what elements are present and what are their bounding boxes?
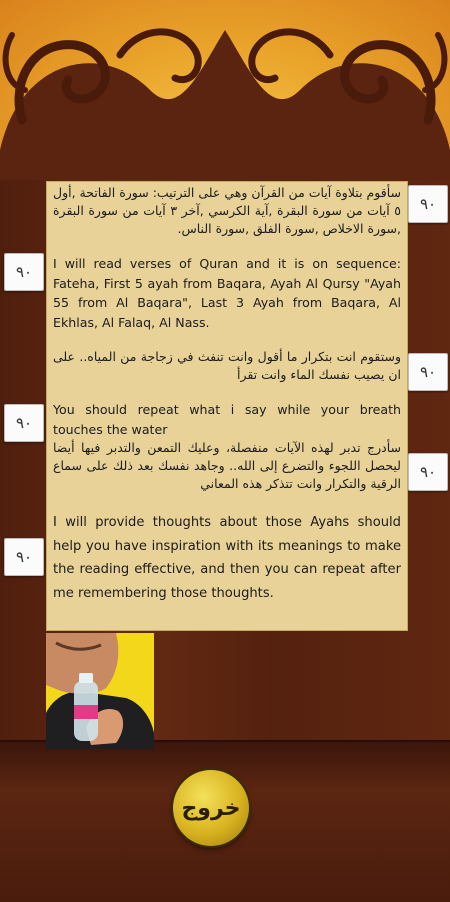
- arabic-paragraph-1: سأقوم بتلاوة آيات من القرآن وهي على الترتيب: سورة الفاتحة ,أول ٥ آيات من سورة البقرة ,آية الكرسي ,آخر ٣ آيات من سورة البقرة ,سورة الاخلاص ,سورة الفلق ,سورة الناس.: [53, 185, 401, 236]
- icon-glyph: ٩٠: [419, 195, 437, 213]
- icon-glyph: ٩٠: [419, 363, 437, 381]
- side-icon-right-3[interactable]: [408, 453, 448, 491]
- side-icon-right-1[interactable]: [408, 185, 448, 223]
- photo-illustration: [46, 633, 154, 749]
- arabic-paragraph-3: سأدرج تدبر لهذه الآيات منفصلة، وعليك التمعن والتدبر فيها أيضا ليحصل اللجوء والتضرع إلى الله.. وجاهد نفسك بعد ذلك على سماع الرقية والتكرار وانت تتذكر هذه المعاني: [53, 440, 401, 491]
- side-icon-left-3[interactable]: [4, 538, 44, 576]
- man-drinking-water-photo: [46, 633, 154, 749]
- icon-glyph: ٩٠: [15, 263, 33, 281]
- english-paragraph-1: I will read verses of Quran and it is on sequence: Fateha, First 5 ayah from Baqara, Ayah Al Qursy "Ayah 55 from Al Baqara", Last 3 Ayah from Baqara, Al Ekhlas, Al Falaq, Al Nass.: [53, 256, 401, 330]
- spacer: [53, 493, 401, 511]
- exit-button-label: خروج: [181, 795, 241, 821]
- instructions-panel: [46, 181, 408, 631]
- right-inner-scroll: [252, 32, 330, 80]
- left-inner-scroll: [120, 32, 198, 80]
- side-icon-right-2[interactable]: [408, 353, 448, 391]
- spacer: [53, 384, 401, 400]
- side-icon-left-2[interactable]: [4, 404, 44, 442]
- english-paragraph-3: I will provide thoughts about those Ayahs should help you have inspiration with its meanings to make the reading effective, and then you can repeat after me remembering those thoughts.: [53, 515, 401, 601]
- side-icon-left-1[interactable]: [4, 253, 44, 291]
- icon-glyph: ٩٠: [419, 463, 437, 481]
- icon-glyph: ٩٠: [15, 548, 33, 566]
- arabic-paragraph-2: وستقوم انت بتكرار ما أقول وانت تنفث في زجاجة من المياه.. على ان يصيب نفسك الماء وانت تقرأ: [53, 349, 401, 382]
- exit-button[interactable]: [173, 770, 249, 846]
- spacer: [53, 238, 401, 254]
- icon-glyph: ٩٠: [15, 414, 33, 432]
- english-paragraph-2: You should repeat what i say while your breath touches the water: [53, 402, 401, 437]
- spacer: [53, 332, 401, 348]
